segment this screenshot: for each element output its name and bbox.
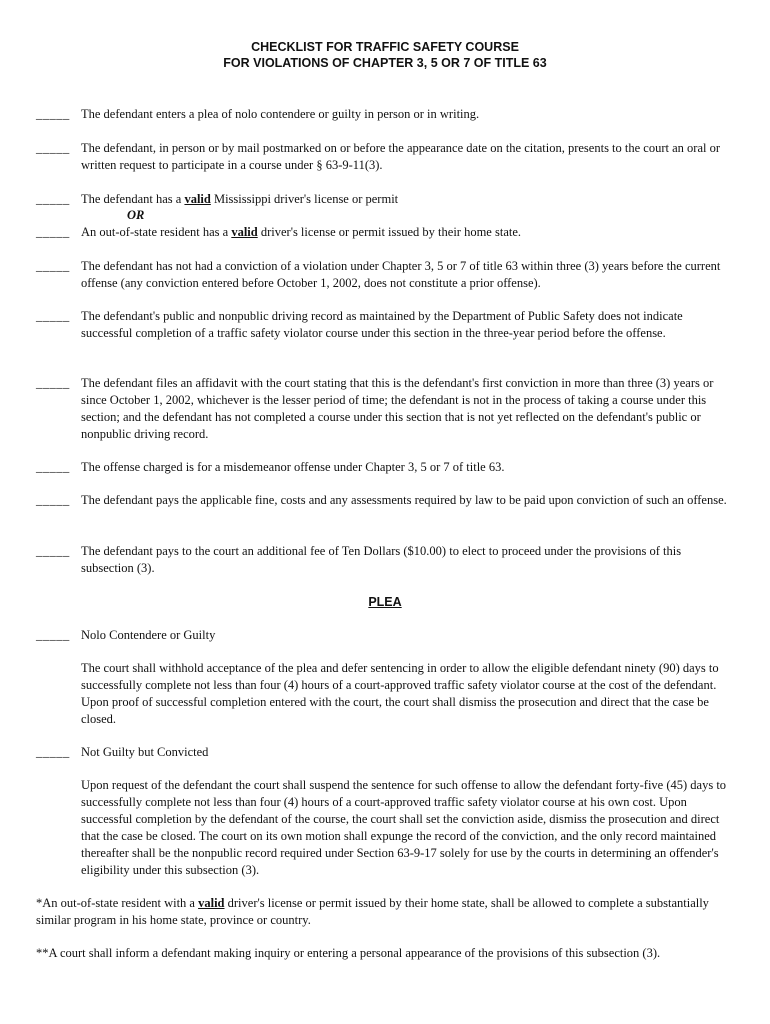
- check-blank[interactable]: _____: [36, 309, 70, 323]
- checklist-item: The defendant has not had a conviction of a violation under Chapter 3, 5 or 7 of title 63 within three (3) years before the current offense (any conviction entered before October 1, 2002, does not constitute a prior offense).: [81, 259, 721, 290]
- check-blank[interactable]: _____: [36, 493, 70, 507]
- check-blank[interactable]: _____: [36, 107, 70, 121]
- footnote-2: **A court shall inform a defendant making inquiry or entering a personal appearance of the provisions of this subsection (3).: [36, 946, 661, 960]
- plea-heading: PLEA: [368, 595, 402, 609]
- check-blank[interactable]: _____: [36, 460, 70, 474]
- checklist-item: The defendant, in person or by mail postmarked on or before the appearance date on the citation, presents to the court an oral or written request to participate in a course under § 63-9-11(3).: [81, 141, 721, 172]
- checklist-item: The defendant enters a plea of nolo contendere or guilty in person or in writing.: [81, 107, 480, 121]
- plea-option-label: Not Guilty but Convicted: [81, 745, 209, 759]
- check-blank[interactable]: _____: [36, 376, 70, 390]
- valid-emphasis: valid: [184, 192, 211, 206]
- title-line-1: CHECKLIST FOR TRAFFIC SAFETY COURSE: [251, 40, 519, 54]
- checklist-item: An out-of-state resident has a valid driver's license or permit issued by their home state.: [81, 225, 522, 239]
- footnote-1: *An out-of-state resident with a valid driver's license or permit issued by their home state, shall be allowed to complete a substantially similar program in his home state, province or country.: [36, 896, 709, 927]
- or-label: OR: [127, 208, 145, 222]
- checklist-item: The defendant has a valid Mississippi driver's license or permit: [81, 192, 399, 206]
- checklist-item: The defendant pays the applicable fine, costs and any assessments required by law to be paid upon conviction of such an offense.: [81, 493, 727, 507]
- checklist-item: The offense charged is for a misdemeanor offense under Chapter 3, 5 or 7 of title 63.: [81, 460, 505, 474]
- check-blank[interactable]: _____: [36, 745, 70, 759]
- checklist-item: The defendant pays to the court an additional fee of Ten Dollars ($10.00) to elect to proceed under the provisions of this subsection (3).: [81, 544, 682, 575]
- check-blank[interactable]: _____: [36, 544, 70, 558]
- plea-option-text: The court shall withhold acceptance of the plea and defer sentencing in order to allow the eligible defendant ninety (90) days to successfully complete not less than four (4) hours of a court-approved traffic safety violator course at the cost of the defendant. Upon proof of successful completion entered with the court, the court shall dismiss the prosecution and direct that the case be closed.: [81, 661, 719, 726]
- plea-option-label: Nolo Contendere or Guilty: [81, 628, 216, 642]
- title-line-2: FOR VIOLATIONS OF CHAPTER 3, 5 OR 7 OF TITLE 63: [223, 56, 547, 70]
- plea-option-text: Upon request of the defendant the court shall suspend the sentence for such offense to allow the defendant forty-five (45) days to successfully complete not less than four (4) hours of a court-approved traffic safety violator course at his own cost. Upon successful completion by the defendant of the course, the court shall set the conviction aside, dismiss the prosecution and direct that the case be closed. The court on its own motion shall expunge the record of the conviction, and the only record maintained thereafter shall be the nonpublic record required under Section 63-9-17 solely for use by the courts in determining an offender's eligibility under this subsection (3).: [81, 778, 727, 877]
- checklist-item: The defendant files an affidavit with the court stating that this is the defendant's first conviction in more than three (3) years or since October 1, 2002, whichever is the lesser period of time; the defendant is not in the process of taking a course under this section; and the defendant has not completed a course under this section that is not yet reflected on the defendant's public or nonpublic driving record.: [81, 376, 714, 441]
- check-blank[interactable]: _____: [36, 225, 70, 239]
- valid-emphasis: valid: [231, 225, 258, 239]
- check-blank[interactable]: _____: [36, 628, 70, 642]
- check-blank[interactable]: _____: [36, 192, 70, 206]
- check-blank[interactable]: _____: [36, 259, 70, 273]
- valid-emphasis: valid: [198, 896, 225, 910]
- checklist-item: The defendant's public and nonpublic driving record as maintained by the Department of Public Safety does not indicate successful completion of a traffic safety violator course under this section in the three-year period before the offense.: [81, 309, 683, 340]
- check-blank[interactable]: _____: [36, 141, 70, 155]
